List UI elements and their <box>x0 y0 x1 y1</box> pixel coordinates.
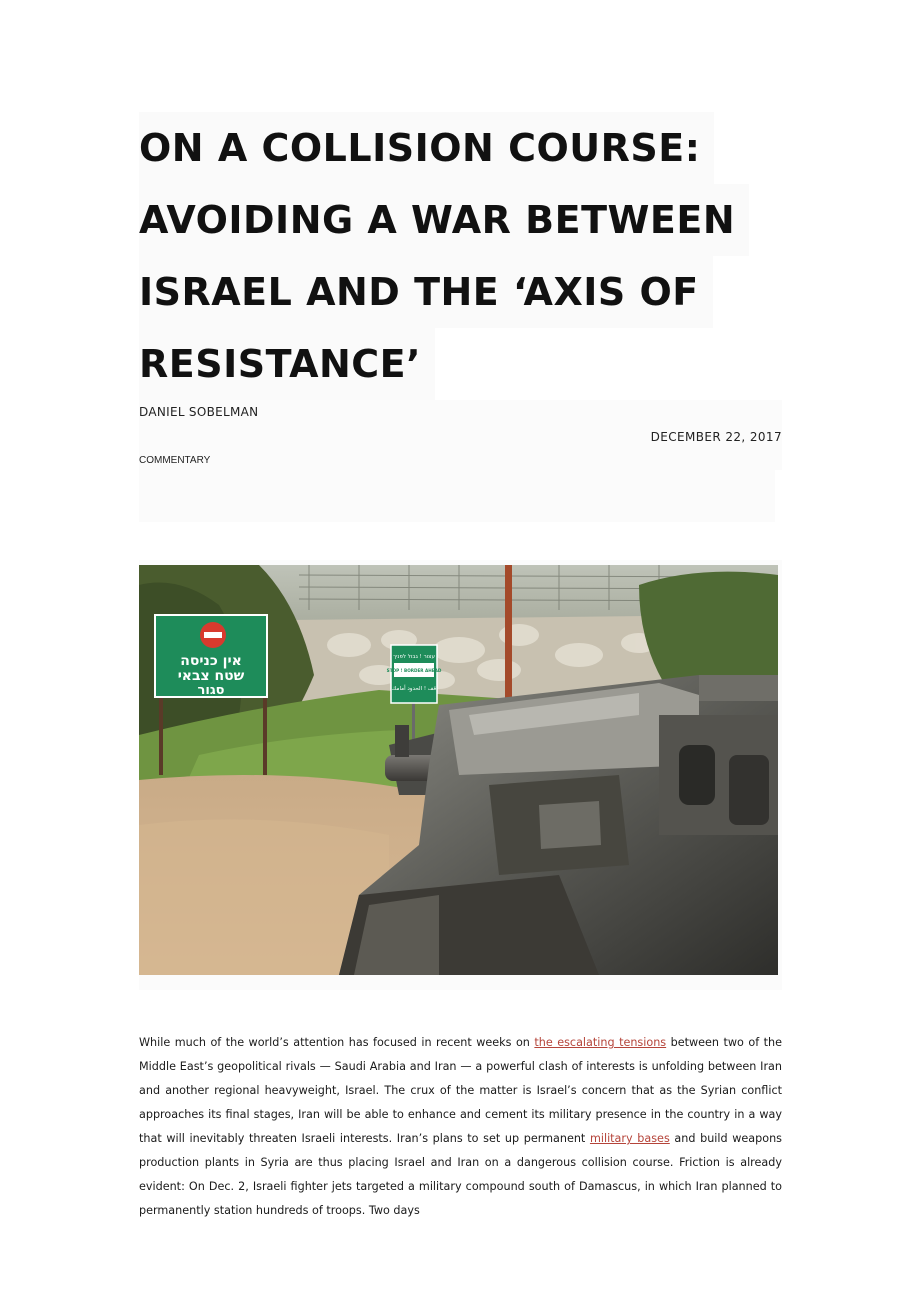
body-text-segment-3: and build weapons production plants in Syria are thus placing Israel and Iran on a dangerous collision course. Friction is already evident: On Dec. 2, Israeli fighter jets targeted a military compound south of Damascus, in which Iran planned to permanently station hundreds of troops. Two days <box>139 1132 782 1218</box>
spacer-band <box>139 470 775 522</box>
hero-photo <box>139 565 778 975</box>
sign-right-line-1: עצור ! גבול לפניך <box>393 654 435 660</box>
body-text-segment-1: While much of the world’s attention has focused in recent weeks on <box>139 1036 535 1050</box>
publish-date: DECEMBER 22, 2017 <box>650 430 782 444</box>
sign-left-line-1: אין כניסה <box>180 653 242 669</box>
sign-right-line-3: قف ! الحدود أمامك <box>391 686 437 692</box>
title-line-4: RESISTANCE’ <box>139 328 435 400</box>
category-label[interactable]: COMMENTARY <box>139 455 211 466</box>
article-body-paragraph <box>139 1031 782 1223</box>
sign-left-line-2: שטח צבאי <box>177 668 245 684</box>
sign-left-line-3: סגור <box>197 683 225 698</box>
link-military-bases[interactable]: military bases <box>589 1132 670 1146</box>
author-name[interactable]: DANIEL SOBELMAN <box>139 405 259 419</box>
title-line-3: ISRAEL AND THE ‘AXIS OF <box>139 256 713 328</box>
link-escalating-tensions[interactable]: the escalating tensions <box>534 1036 667 1050</box>
sign-right-line-2: STOP ! BORDER AHEAD <box>386 668 442 673</box>
title-line-2: AVOIDING A WAR BETWEEN <box>139 184 749 256</box>
title-line-1: ON A COLLISION COURSE: <box>139 112 714 184</box>
body-text-segment-2: between two of the Middle East’s geopolitical rivals — Saudi Arabia and Iran — a powerful clash of interests is unfolding between Iran and another regional heavyweight, Israel. The crux of the matter is Israel’s concern that as the Syrian conflict approaches its final stages, Iran will be able to enhance and cement its military presence in the country in a way that will inevitably threaten Israeli interests. Iran’s plans to set up permanent <box>139 1036 782 1146</box>
article-title <box>139 112 782 400</box>
